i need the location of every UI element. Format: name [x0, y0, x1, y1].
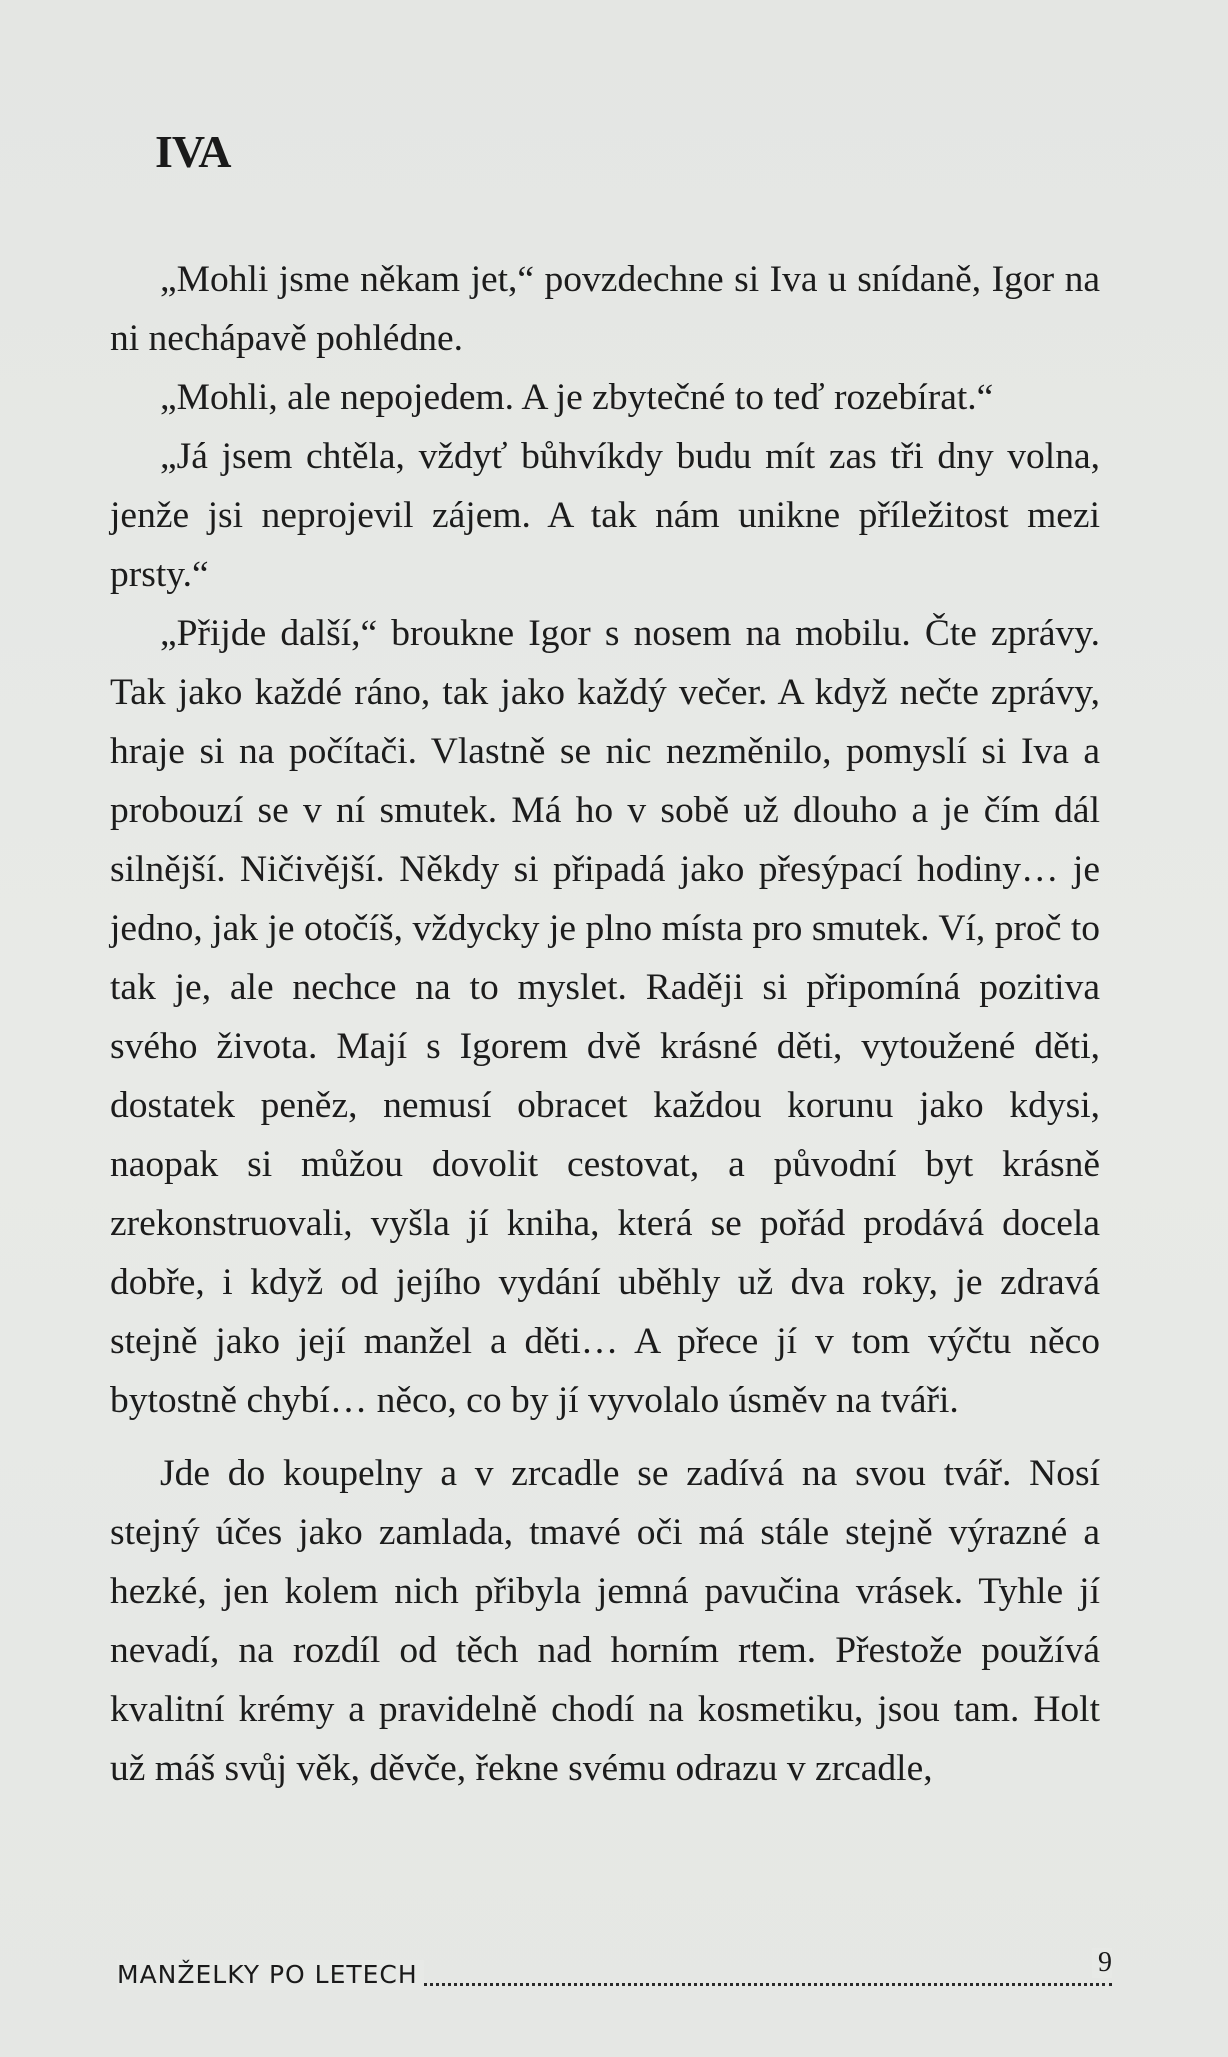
- paragraph: „Mohli jsme někam jet,“ povzdechne si Iva u snídaně, Igor na ni nechápavě pohlédne.: [110, 259, 1100, 359]
- page-number: 9: [1092, 1948, 1112, 1978]
- paragraph: „Přijde další,“ broukne Igor s nosem na mobilu. Čte zprávy. Tak jako každé ráno, tak jako každý večer. A když nečte zprávy, hraje si na počítači. Vlastně se nic nezměnilo, pomyslí si Iva a probouzí se v ní smutek. Má ho v sobě už dlouho a je čím dál silnější. Ničivější. Někdy si připadá jako přesýpací hodiny… je jedno, jak je otočíš, vždycky je plno místa pro smutek. Ví, proč to tak je, ale nechce na to myslet. Raději si připomíná pozitiva svého života. Mají s Igorem dvě krásné děti, vytoužené děti, dostatek peněz, nemusí obracet každou korunu jako kdysi, naopak si můžou dovolit cestovat, a původní byt krásně zrekonstruovali, vyšla jí kniha, která se pořád prodává docela dobře, i když od jejího vydání uběhly už dva roky, je zdravá stejně jako její manžel a děti… A přece jí v tom výčtu něco bytostně chybí… něco, co by jí vyvolalo úsměv na tváři.: [110, 613, 1100, 1421]
- body-text: [110, 250, 1100, 1798]
- footer-book-title: MANŽELKY PO LETECH: [117, 1960, 424, 1990]
- paragraph: Jde do koupelny a v zrcadle se zadívá na svou tvář. Nosí stejný účes jako zamlada, tmavé oči má stále stejně výrazné a hezké, jen kolem nich přibyla jemná pavučina vrásek. Tyhle jí nevadí, na rozdíl od těch nad horním rtem. Přestože používá kvalitní krémy a pravidelně chodí na kosmetiku, jsou tam. Holt už máš svůj věk, děvče, řekne svému odrazu v zrcadle,: [110, 1453, 1100, 1789]
- paragraph: „Já jsem chtěla, vždyť bůhvíkdy budu mít zas tři dny volna, jenže jsi neprojevil zájem. A tak nám unikne příležitost mezi prsty.“: [110, 436, 1100, 595]
- chapter-title: IVA: [155, 126, 231, 177]
- running-footer: [117, 1940, 1112, 1990]
- paragraph: „Mohli, ale nepojedem. A je zbytečné to teď rozebírat.“: [160, 377, 994, 418]
